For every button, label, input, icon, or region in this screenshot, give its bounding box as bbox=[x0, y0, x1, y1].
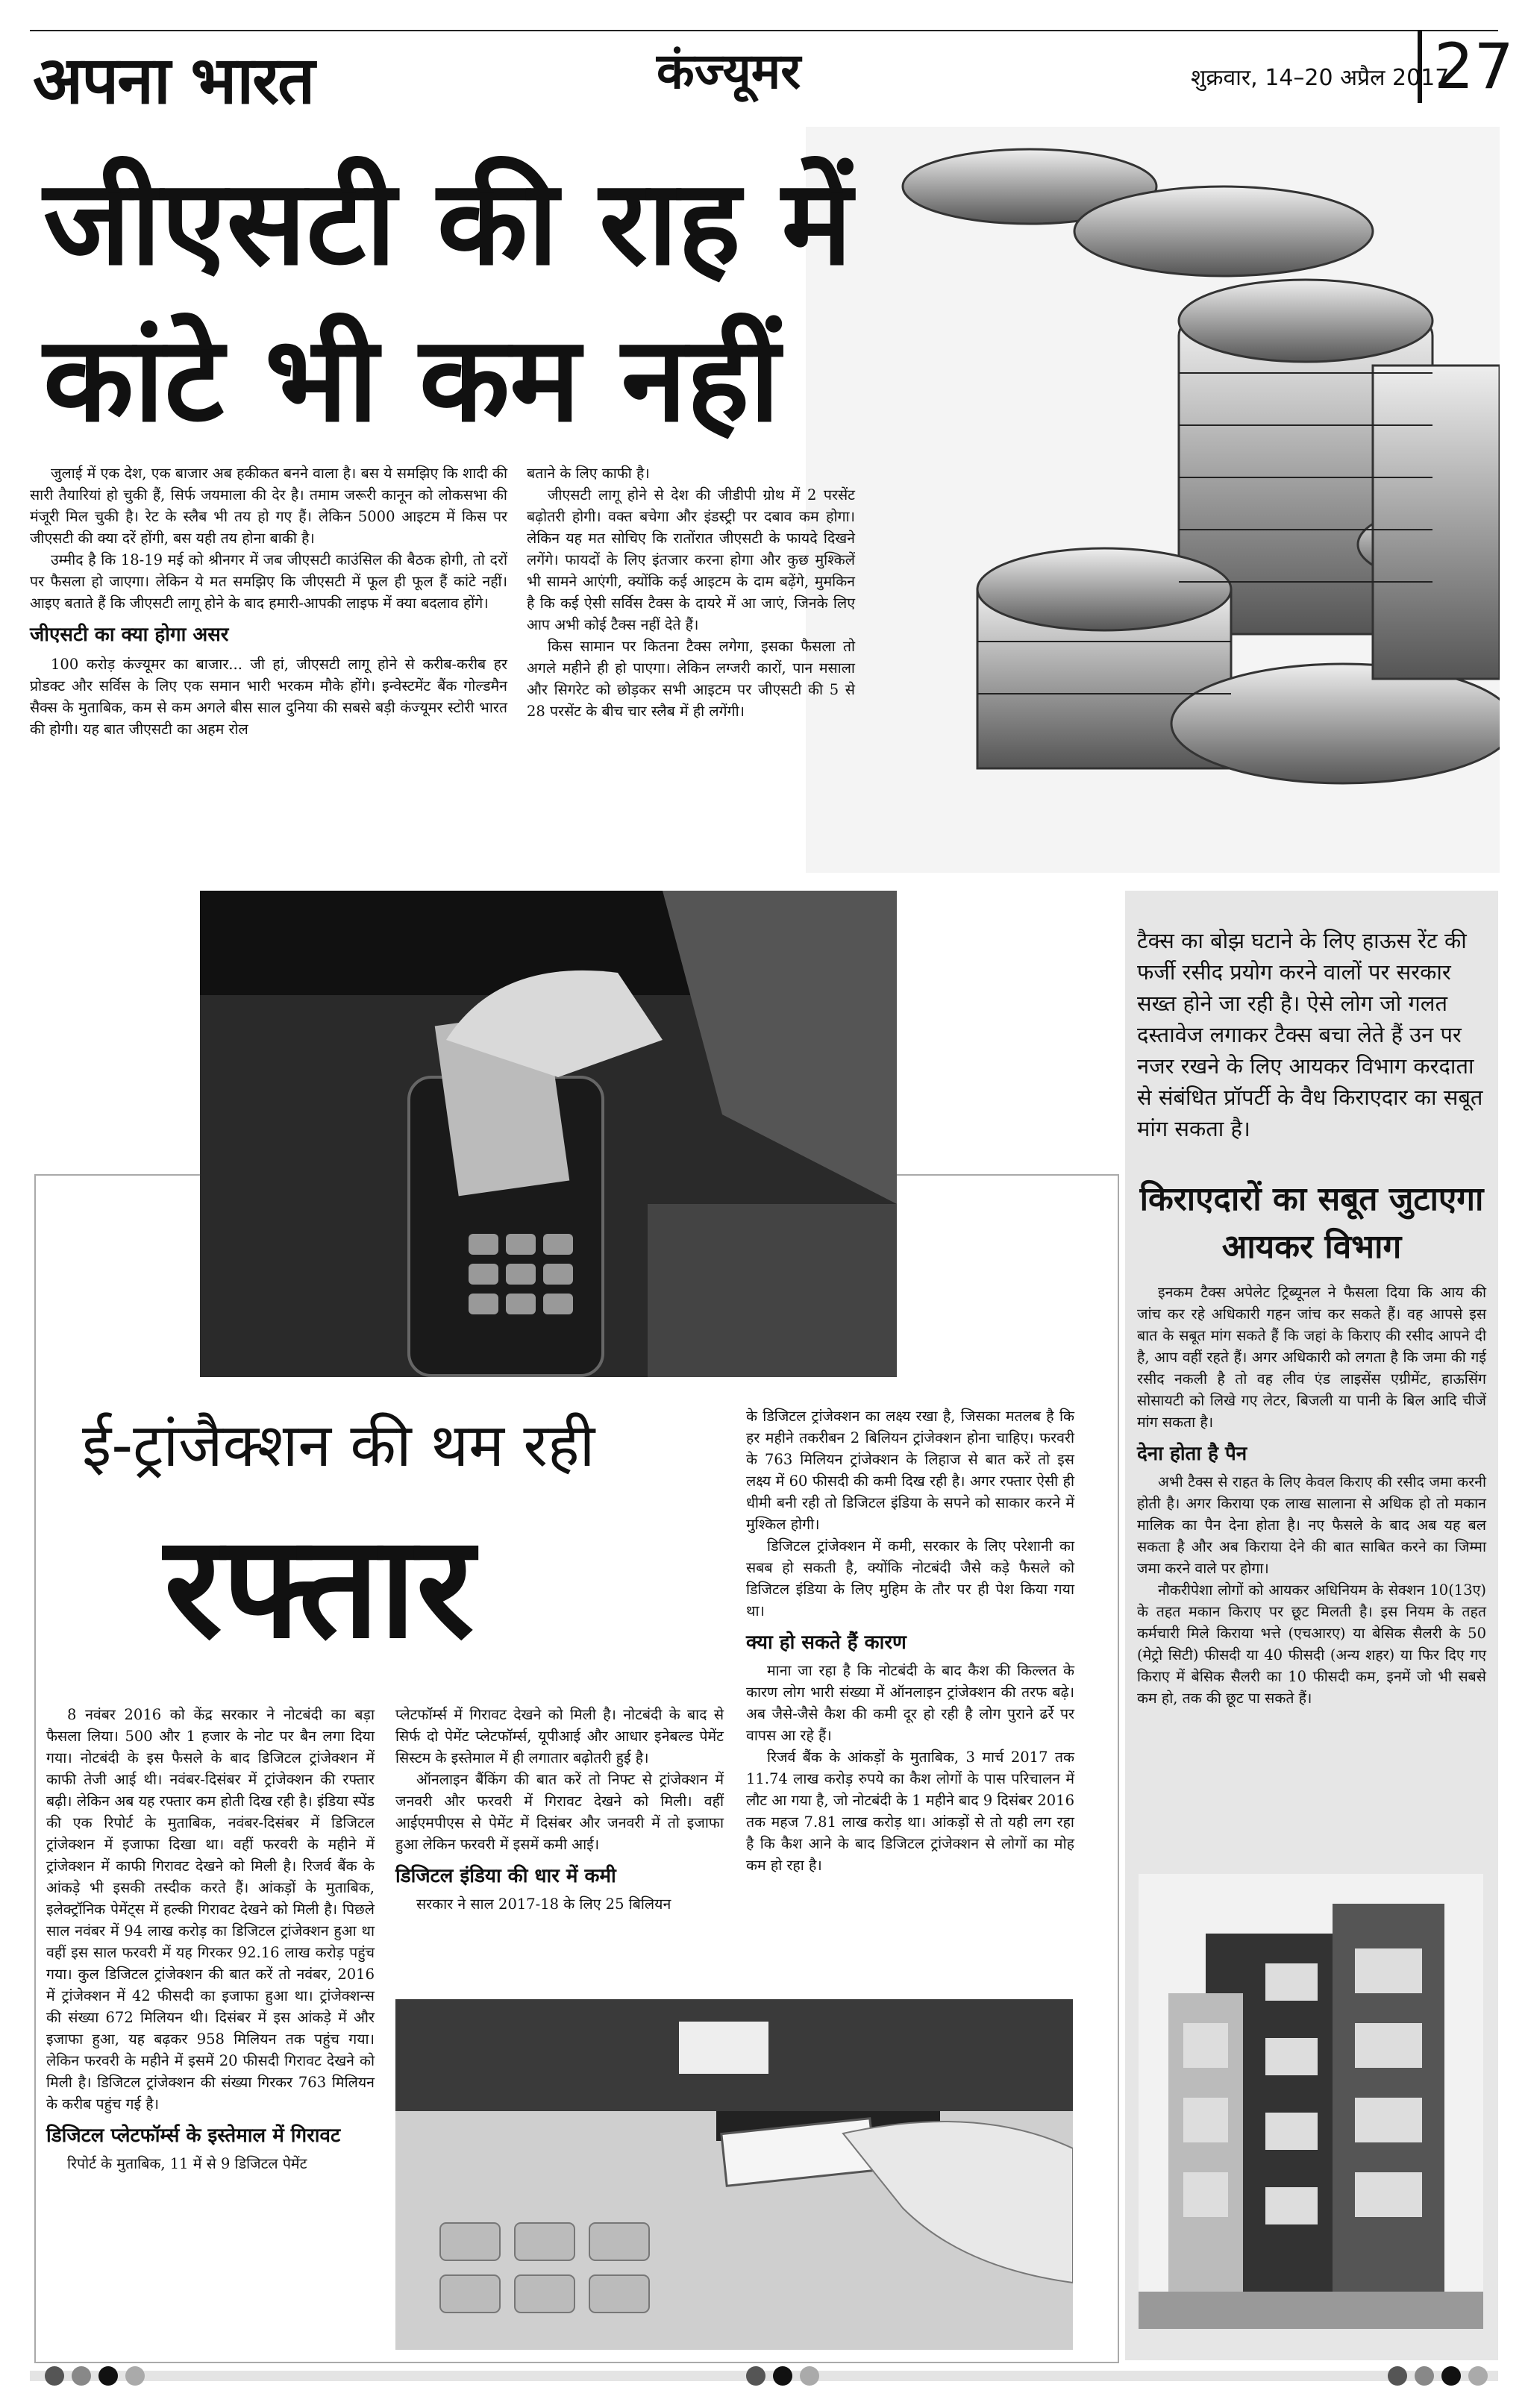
story2-column-1 bbox=[46, 1704, 375, 2175]
sidebar-subhead: देना होता है पैन bbox=[1137, 1443, 1247, 1465]
story2-column-3 bbox=[746, 1405, 1074, 1876]
story1-column-2 bbox=[527, 463, 855, 722]
story1-headline-line1: जीएसटी की राह में bbox=[43, 154, 853, 292]
story2-para: प्लेटफॉर्म्स में गिरावट देखने को मिली है। नोटबंदी के बाद से सिर्फ दो पेमेंट प्लेटफॉर्म्स, यूपीआई और आधार इनेबल्ड पेमेंट सिस्टम के इस्तेमाल में ही लगातार बढ़ोतरी हुई है। bbox=[395, 1706, 724, 1766]
story1-para: बताने के लिए काफी है। bbox=[527, 465, 650, 482]
sidebar-headline: किराएदारों का सबूत जुटाएगा आयकर विभाग bbox=[1139, 1180, 1484, 1266]
building-photo bbox=[1139, 1874, 1483, 2329]
section-title: कंज्यूमर bbox=[657, 42, 801, 100]
footer-dot bbox=[800, 2366, 819, 2386]
footer-dot bbox=[746, 2366, 765, 2386]
story2-para: ऑनलाइन बैंकिंग की बात करें तो निफ्ट से ट्रांजेक्शन में जनवरी और फरवरी में गिरावट देखने को मिली। वहीं आईएमपीएस से पेमेंट में दिसंबर और जनवरी में तो इजाफा हुआ लेकिन फरवरी में इसमें कमी आई। bbox=[395, 1771, 724, 1853]
story1-para: जुलाई में एक देश, एक बाजार अब हकीकत बनने वाला है। बस ये समझिए कि शादी की सारी तैयारियां हो चुकी हैं, सिर्फ जयमाला की देर है। तमाम जरूरी कानून को लोकसभा की मंजूरी मिल चुकी है। रेट के स्लैब भी तय हो गए हैं। लेकिन 5000 आइटम में किस पर जीएसटी की क्या दरें होंगी, बस यही तय होना बाकी है। bbox=[30, 465, 507, 547]
story2-para: रिपोर्ट के मुताबिक, 11 में से 9 डिजिटल पेमेंट bbox=[67, 2155, 307, 2172]
footer-dot bbox=[773, 2366, 792, 2386]
story1-headline-line2: कांटे भी कम नहीं bbox=[43, 311, 780, 448]
story1-column-1 bbox=[30, 463, 507, 740]
story1-para: 100 करोड़ कंज्यूमर का बाजार... जी हां, जीएसटी लागू होने से करीब-करीब हर प्रोडक्ट और सर्विस के लिए एक समान भारी भरकम मौके होंगे। इन्वेस्टमेंट बैंक गोल्डमैन सैक्स के मुताबिक, कम से कम अगले बीस साल दुनिया की सबसे बड़ी कंज्यूमर स्टोरी भारत की होगी। यह बात जीएसटी का अहम रोल bbox=[30, 656, 507, 738]
atm-photo bbox=[395, 1999, 1073, 2350]
masthead: अपना भारत bbox=[33, 41, 314, 119]
sidebar-para: अभी टैक्स से राहत के लिए केवल किराए की रसीद जमा करनी होती है। अगर किराया एक लाख सालाना से अधिक हो तो मकान मालिक का पैन देना होता है। नए फैसले के बाद अब यह बल सकता है और अब किराया देने की बात साबित करने का जिम्मा जमा करने वाले पर होगा। bbox=[1137, 1473, 1486, 1577]
story1-subhead: जीएसटी का क्या होगा असर bbox=[30, 624, 229, 646]
story2-headline-line2: रफ्तार bbox=[164, 1505, 475, 1669]
story2-headline-line1: ई-ट्रांजैक्शन की थम रही bbox=[82, 1411, 595, 1480]
issue-date: शुक्रवार, 14–20 अप्रैल 2017 bbox=[1191, 65, 1450, 91]
header-rule bbox=[30, 30, 1498, 31]
story2-para: 8 नवंबर 2016 को केंद्र सरकार ने नोटबंदी का बड़ा फैसला लिया। 500 और 1 हजार के नोट पर बैन लगा दिया गया। नोटबंदी के इस फैसले के बाद डिजिटल ट्रांजेक्शन में काफी तेजी आई थी। नवंबर-दिसंबर में ट्रांजेक्शन की रफ्तार बढ़ी। लेकिन अब यह रफ्तार कम होती दिख रही है। इंडिया स्पेंड की एक रिपोर्ट के मुताबिक, नवंबर-दिसंबर में डिजिटल ट्रांजेक्शन में इजाफा दिखा था। वहीं फरवरी के महीने में ट्रांजेक्शन में काफी गिरावट देखने को मिली है। रिजर्व बैंक के आंकड़े भी इसकी तस्दीक करते हैं। आंकड़ों के मुताबिक, इलेक्ट्रॉनिक पेमेंट्स में हल्की गिरावट देखने को मिली है। पिछले साल नवंबर में 94 लाख करोड़ का डिजिटल ट्रांजेक्शन हुआ था वहीं इस साल फरवरी में यह गिरकर 92.16 लाख करोड़ पहुंच गया। कुल डिजिटल ट्रांजेक्शन की बात करें तो नवंबर, 2016 में ट्रांजेक्शन में 42 फीसदी का इजाफा हुआ था। ट्रांजेक्शन्स की संख्या 672 मिलियन थी। दिसंबर में इस आंकड़े में और इजाफा हुआ, यह बढ़कर 958 मिलियन तक पहुंच गया। लेकिन फरवरी के महीने में इसमें 20 फीसदी गिरावट देखने को मिली है। डिजिटल ट्रांजेक्शन की संख्या गिरकर 763 मिलियन के करीब पहुंच गई है। bbox=[46, 1706, 375, 2113]
footer-dot bbox=[72, 2366, 91, 2386]
page-number: 27 bbox=[1418, 30, 1514, 103]
sidebar-body bbox=[1137, 1282, 1486, 1709]
story2-subhead: डिजिटल प्लेटफॉर्म्स के इस्तेमाल में गिरावट bbox=[46, 2125, 341, 2147]
story2-subhead: क्या हो सकते हैं कारण bbox=[746, 1631, 907, 1654]
story1-para: किस सामान पर कितना टैक्स लगेगा, इसका फैसला तो अगले महीने ही हो पाएगा। लेकिन लग्जरी कारों, पान मसाला और सिगरेट को छोड़कर सभी आइटम पर जीएसटी की 5 से 28 परसेंट के बीच चार स्लैब में ही लगेंगी। bbox=[527, 638, 855, 720]
footer-dot bbox=[1468, 2366, 1488, 2386]
coins-photo bbox=[806, 127, 1500, 873]
sidebar-para: इनकम टैक्स अपेलेट ट्रिब्यूनल ने फैसला दिया कि आय की जांच कर रहे अधिकारी गहन जांच कर सकते हैं। वह आपसे इस बात के सबूत मांग सकते हैं कि जहां के किराए की रसीद आपने दी है, आप वहीं रहते हैं। अगर अधिकारी को लगता है कि जमा की गई रसीद नकली है तो वह लीव एंड लाइसेंस एग्रीमेंट, हाऊसिंग सोसायटी को लिखे गए लेटर, बिजली या पानी के बिल आदि चीजें मांग सकता है। bbox=[1137, 1284, 1486, 1431]
story2-column-2 bbox=[395, 1704, 724, 1915]
story2-para: रिजर्व बैंक के आंकड़ों के मुताबिक, 3 मार्च 2017 तक 11.74 लाख करोड़ रुपये का कैश लोगों के पास परिचालन में लौट आ गया है, जो नोटबंदी के 1 महीने बाद 9 दिसंबर 2016 तक महज 7.81 लाख करोड़ था। आंकड़ों से तो यही लग रहा है कि कैश आने के बाद डिजिटल ट्रांजेक्शन से लोगों का मोह कम हो रहा है। bbox=[746, 1749, 1074, 1874]
card-swipe-photo bbox=[200, 891, 897, 1377]
story1-para: उम्मीद है कि 18-19 मई को श्रीनगर में जब जीएसटी काउंसिल की बैठक होगी, तो दरों पर फैसला हो जाएगा। लेकिन ये मत समझिए कि जीएसटी में फूल ही फूल हैं कांटे नहीं। आइए बताते हैं कि जीएसटी लागू होने के बाद हमारी-आपकी लाइफ में क्या बदलाव होंगे। bbox=[30, 551, 507, 612]
story2-para: डिजिटल ट्रांजेक्शन में कमी, सरकार के लिए परेशानी का सबब हो सकती है, क्योंकि नोटबंदी जैसे कड़े फैसले को डिजिटल इंडिया के लिए मुहिम के तौर पर ही पेश किया गया था। bbox=[746, 1537, 1074, 1620]
story2-para: के डिजिटल ट्रांजेक्शन का लक्ष्य रखा है, जिसका मतलब है कि हर महीने तकरीबन 2 बिलियन ट्रांजेक्शन होना चाहिए। फरवरी के 763 मिलियन ट्रांजेक्शन के लिहाज से बात करें तो इस लक्ष्य में 60 फीसदी की कमी दिख रही है। अगर रफ्तार ऐसी ही धीमी बनी रही तो डिजिटल इंडिया के सपने को साकार करने में मुश्किल होगी। bbox=[746, 1408, 1074, 1533]
sidebar-para: नौकरीपेशा लोगों को आयकर अधिनियम के सेक्शन 10(13ए) के तहत मकान किराए पर छूट मिलती है। इस नियम के तहत कर्मचारी मिले किराया भत्ते (एचआरए) या बेसिक सैलरी के 50 (मेट्रो सिटी) फीसदी या 40 फीसदी (अन्य शहर) या फिर दिए गए किराए में बेसिक सैलरी का 10 फीसदी कम, इनमें जो भी सबसे कम हो, तक की छूट पा सकते हैं। bbox=[1137, 1581, 1486, 1707]
footer-dot bbox=[125, 2366, 145, 2386]
story2-para: सरकार ने साल 2017-18 के लिए 25 बिलियन bbox=[416, 1896, 671, 1913]
footer-dot bbox=[1388, 2366, 1407, 2386]
story1-para: जीएसटी लागू होने से देश की जीडीपी ग्रोथ में 2 परसेंट बढ़ोतरी होगी। वक्त बचेगा और इंडस्ट्री पर दबाव कम होगा। लेकिन यह मत सोचिए कि रातोंरात जीएसटी के फायदे दिखने लगेंगे। फायदों के लिए इंतजार करना होगा और कुछ मुश्किलें भी सामने आएंगी, क्योंकि कई आइटम के दाम बढ़ेंगे, मुमकिन है कि कई ऐसी सर्विस टैक्स के दायरे में आ जाएं, जिनके लिए आप अभी कोई टैक्स नहीं देते हैं। bbox=[527, 486, 855, 633]
footer-dot bbox=[98, 2366, 118, 2386]
story2-subhead: डिजिटल इंडिया की धार में कमी bbox=[395, 1865, 616, 1887]
sidebar-intro: टैक्स का बोझ घटाने के लिए हाऊस रेंट की फर्जी रसीद प्रयोग करने वालों पर सरकार सख्त होने जा रही है। ऐसे लोग जो गलत दस्तावेज लगाकर टैक्स बचा लेते हैं उन पर नजर रखने के लिए आयकर विभाग करदाता से संबंधित प्रॉपर्टी के वैध किराएदार का सबूत मांग सकता है। bbox=[1137, 928, 1483, 1141]
story2-para: माना जा रहा है कि नोटबंदी के बाद कैश की किल्लत के कारण लोग भारी संख्या में ऑनलाइन ट्रांजेक्शन की तरफ बढ़े। अब जैसे-जैसे कैश की कमी दूर हो रही है लोग पुराने ढर्रे पर वापस आ रहे हैं। bbox=[746, 1662, 1074, 1744]
footer-dot bbox=[1441, 2366, 1461, 2386]
footer-dot bbox=[1415, 2366, 1434, 2386]
footer-dot bbox=[45, 2366, 64, 2386]
